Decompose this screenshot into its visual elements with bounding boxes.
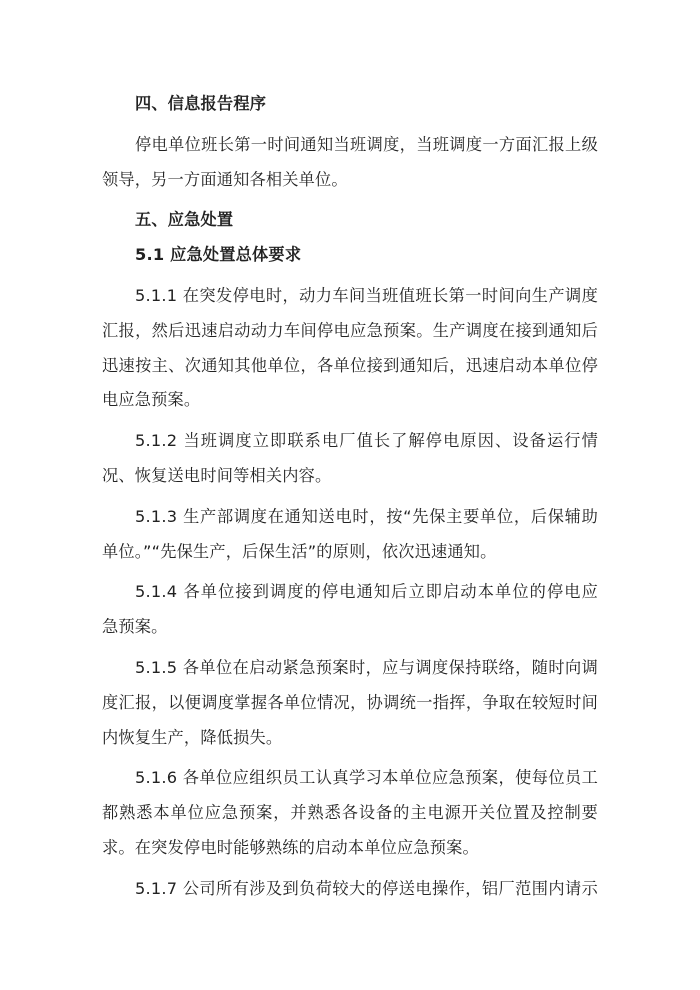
paragraph-line: 单位。”“先保生产，后保生活”的原则，依次迅速通知。 (102, 541, 497, 561)
paragraph-line: 5.1.3 生产部调度在通知送电时，按“先保主要单位，后保辅助 (135, 506, 598, 526)
paragraph-line: 5.1.6 各单位应组织员工认真学习本单位应急预案，使每位员工 (135, 768, 598, 788)
document-body (102, 87, 598, 907)
paragraph-line: 5.1.2 当班调度立即联系电厂值长了解停电原因、设备运行情 (135, 431, 598, 451)
paragraph-line: 况、恢复送电时间等相关内容。 (102, 465, 332, 485)
paragraph-line: 5.1.1 在突发停电时，动力车间当班值班长第一时间向生产调度 (135, 285, 598, 305)
section-heading-4: 四、信息报告程序 (135, 94, 267, 113)
section-heading-5: 五、应急处置 (135, 210, 234, 230)
paragraph-line: 求。在突发停电时能够熟练的启动本单位应急预案。 (102, 837, 479, 857)
paragraph-line: 急预案。 (102, 617, 168, 637)
paragraph-line: 汇报，然后迅速启动动力车间停电应急预案。生产调度在接到通知后 (102, 320, 598, 340)
paragraph-line: 5.1.7 公司所有涉及到负荷较大的停送电操作，铝厂范围内请示 (135, 878, 598, 898)
paragraph-line: 领导，另一方面通知各相关单位。 (102, 169, 348, 189)
paragraph-line: 5.1.5 各单位在启动紧急预案时，应与调度保持联络，随时向调 (135, 657, 598, 677)
paragraph-line: 5.1.4 各单位接到调度的停电通知后立即启动本单位的停电应 (135, 582, 598, 602)
paragraph-line: 电应急预案。 (102, 390, 201, 410)
paragraph-line: 迅速按主、次通知其他单位，各单位接到通知后，迅速启动本单位停 (102, 355, 598, 375)
paragraph-line: 度汇报，以便调度掌握各单位情况，协调统一指挥，争取在较短时间 (102, 692, 598, 712)
subsection-heading-5-1: 5.1 应急处置总体要求 (135, 245, 302, 265)
paragraph-line: 内恢复生产，降低损失。 (102, 727, 283, 747)
paragraph-line: 都熟悉本单位应急预案，并熟悉各设备的主电源开关位置及控制要 (102, 803, 598, 823)
paragraph-line: 停电单位班长第一时间通知当班调度，当班调度一方面汇报上级 (135, 134, 598, 154)
